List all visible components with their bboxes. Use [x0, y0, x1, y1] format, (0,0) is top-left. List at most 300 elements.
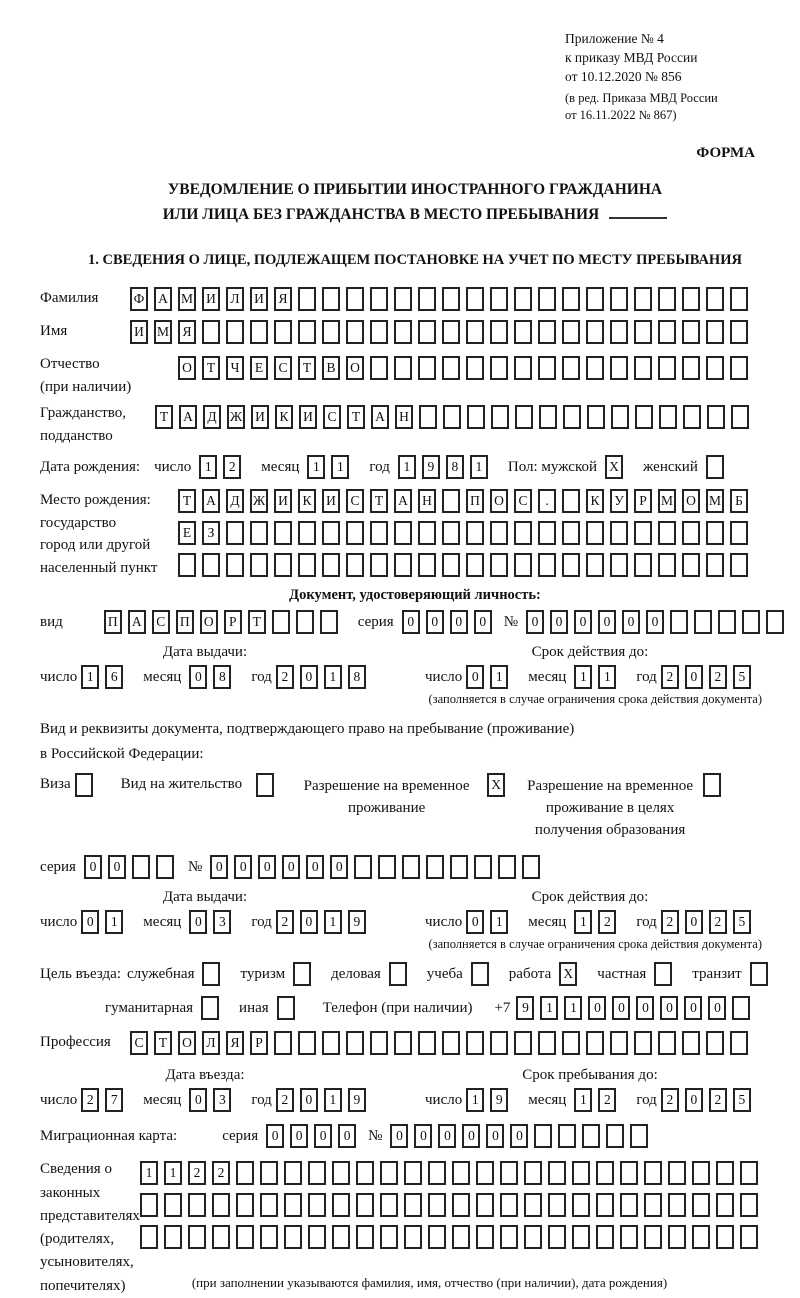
form-cell[interactable]: [75, 773, 93, 797]
form-cell[interactable]: 0: [390, 1124, 408, 1148]
form-cell[interactable]: [610, 1031, 628, 1055]
form-cell[interactable]: [716, 1161, 734, 1185]
form-cell[interactable]: 1: [398, 455, 416, 479]
form-cell[interactable]: [322, 521, 340, 545]
form-cell[interactable]: Е: [178, 521, 196, 545]
form-cell[interactable]: [682, 287, 700, 311]
form-cell[interactable]: 2: [661, 910, 679, 934]
form-cell[interactable]: [380, 1161, 398, 1185]
form-cell[interactable]: [694, 610, 712, 634]
form-cell[interactable]: [610, 521, 628, 545]
form-cell[interactable]: [658, 553, 676, 577]
form-cell[interactable]: 1: [81, 665, 99, 689]
form-cell[interactable]: 1: [331, 455, 349, 479]
form-cell[interactable]: 0: [414, 1124, 432, 1148]
form-cell[interactable]: [538, 320, 556, 344]
form-cell[interactable]: [452, 1161, 470, 1185]
form-cell[interactable]: [634, 1031, 652, 1055]
form-cell[interactable]: 0: [466, 910, 484, 934]
form-cell[interactable]: 5: [733, 1088, 751, 1112]
form-cell[interactable]: [731, 405, 749, 429]
form-cell[interactable]: [658, 521, 676, 545]
form-cell[interactable]: [658, 356, 676, 380]
form-cell[interactable]: [378, 855, 396, 879]
form-cell[interactable]: [644, 1193, 662, 1217]
form-cell[interactable]: 1: [466, 1088, 484, 1112]
form-cell[interactable]: 2: [276, 910, 294, 934]
form-cell[interactable]: [426, 855, 444, 879]
form-cell[interactable]: 0: [314, 1124, 332, 1148]
form-cell[interactable]: О: [346, 356, 364, 380]
form-cell[interactable]: [610, 320, 628, 344]
form-cell[interactable]: [452, 1193, 470, 1217]
form-cell[interactable]: [740, 1161, 758, 1185]
form-cell[interactable]: [558, 1124, 576, 1148]
form-cell[interactable]: [298, 320, 316, 344]
form-cell[interactable]: М: [178, 287, 196, 311]
form-cell[interactable]: [466, 356, 484, 380]
form-cell[interactable]: [658, 320, 676, 344]
form-cell[interactable]: [298, 521, 316, 545]
form-cell[interactable]: 1: [540, 996, 558, 1020]
form-cell[interactable]: [156, 855, 174, 879]
form-cell[interactable]: [236, 1161, 254, 1185]
form-cell[interactable]: [634, 521, 652, 545]
form-cell[interactable]: [418, 320, 436, 344]
form-cell[interactable]: 0: [622, 610, 640, 634]
form-cell[interactable]: [202, 553, 220, 577]
form-cell[interactable]: [418, 287, 436, 311]
form-cell[interactable]: [490, 287, 508, 311]
form-cell[interactable]: [563, 405, 581, 429]
form-cell[interactable]: [250, 553, 268, 577]
form-cell[interactable]: 1: [324, 910, 342, 934]
form-cell[interactable]: [274, 553, 292, 577]
form-cell[interactable]: [272, 610, 290, 634]
form-cell[interactable]: О: [178, 1031, 196, 1055]
form-cell[interactable]: 9: [490, 1088, 508, 1112]
form-cell[interactable]: [188, 1193, 206, 1217]
form-cell[interactable]: А: [154, 287, 172, 311]
form-cell[interactable]: [226, 521, 244, 545]
form-cell[interactable]: С: [514, 489, 532, 513]
form-cell[interactable]: 0: [300, 665, 318, 689]
form-cell[interactable]: Ч: [226, 356, 244, 380]
form-cell[interactable]: Д: [203, 405, 221, 429]
form-cell[interactable]: 1: [199, 455, 217, 479]
form-cell[interactable]: Р: [634, 489, 652, 513]
form-cell[interactable]: [370, 553, 388, 577]
form-cell[interactable]: 0: [588, 996, 606, 1020]
form-cell[interactable]: [730, 356, 748, 380]
form-cell[interactable]: 0: [189, 665, 207, 689]
form-cell[interactable]: [538, 287, 556, 311]
form-cell[interactable]: И: [322, 489, 340, 513]
form-cell[interactable]: [706, 287, 724, 311]
form-cell[interactable]: [500, 1225, 518, 1249]
form-cell[interactable]: [587, 405, 605, 429]
form-cell[interactable]: [514, 320, 532, 344]
form-cell[interactable]: [428, 1225, 446, 1249]
form-cell[interactable]: Б: [730, 489, 748, 513]
form-cell[interactable]: [322, 1031, 340, 1055]
form-cell[interactable]: [514, 356, 532, 380]
form-cell[interactable]: [490, 1031, 508, 1055]
form-cell[interactable]: [298, 287, 316, 311]
form-cell[interactable]: [394, 287, 412, 311]
form-cell[interactable]: [610, 356, 628, 380]
form-cell[interactable]: А: [202, 489, 220, 513]
form-cell[interactable]: X: [487, 773, 505, 797]
form-cell[interactable]: [256, 773, 274, 797]
form-cell[interactable]: И: [202, 287, 220, 311]
form-cell[interactable]: 3: [213, 1088, 231, 1112]
form-cell[interactable]: [202, 962, 220, 986]
form-cell[interactable]: [562, 287, 580, 311]
form-cell[interactable]: [346, 1031, 364, 1055]
form-cell[interactable]: [538, 1031, 556, 1055]
form-cell[interactable]: [670, 610, 688, 634]
form-cell[interactable]: [346, 553, 364, 577]
form-cell[interactable]: [394, 1031, 412, 1055]
form-cell[interactable]: В: [322, 356, 340, 380]
form-cell[interactable]: [370, 356, 388, 380]
form-cell[interactable]: К: [275, 405, 293, 429]
form-cell[interactable]: [692, 1225, 710, 1249]
form-cell[interactable]: [490, 320, 508, 344]
form-cell[interactable]: [668, 1225, 686, 1249]
form-cell[interactable]: С: [323, 405, 341, 429]
form-cell[interactable]: [596, 1161, 614, 1185]
form-cell[interactable]: [659, 405, 677, 429]
form-cell[interactable]: Т: [370, 489, 388, 513]
form-cell[interactable]: [682, 553, 700, 577]
form-cell[interactable]: [308, 1161, 326, 1185]
form-cell[interactable]: [750, 962, 768, 986]
form-cell[interactable]: 1: [307, 455, 325, 479]
form-cell[interactable]: [596, 1225, 614, 1249]
form-cell[interactable]: Н: [418, 489, 436, 513]
form-cell[interactable]: 7: [105, 1088, 123, 1112]
form-cell[interactable]: 0: [330, 855, 348, 879]
form-cell[interactable]: [140, 1193, 158, 1217]
form-cell[interactable]: 0: [612, 996, 630, 1020]
form-cell[interactable]: 0: [282, 855, 300, 879]
form-cell[interactable]: [548, 1193, 566, 1217]
form-cell[interactable]: [491, 405, 509, 429]
form-cell[interactable]: Т: [202, 356, 220, 380]
form-cell[interactable]: 0: [550, 610, 568, 634]
form-cell[interactable]: [634, 320, 652, 344]
form-cell[interactable]: Е: [250, 356, 268, 380]
form-cell[interactable]: [514, 1031, 532, 1055]
form-cell[interactable]: 0: [300, 1088, 318, 1112]
form-cell[interactable]: 0: [685, 665, 703, 689]
form-cell[interactable]: 2: [661, 1088, 679, 1112]
form-cell[interactable]: 0: [189, 910, 207, 934]
form-cell[interactable]: [332, 1161, 350, 1185]
form-cell[interactable]: [490, 553, 508, 577]
form-cell[interactable]: [524, 1193, 542, 1217]
form-cell[interactable]: [718, 610, 736, 634]
form-cell[interactable]: Я: [178, 320, 196, 344]
form-cell[interactable]: 1: [164, 1161, 182, 1185]
form-cell[interactable]: [730, 521, 748, 545]
form-cell[interactable]: 1: [490, 910, 508, 934]
form-cell[interactable]: [538, 356, 556, 380]
form-cell[interactable]: [140, 1225, 158, 1249]
form-cell[interactable]: П: [104, 610, 122, 634]
form-cell[interactable]: [332, 1225, 350, 1249]
form-cell[interactable]: С: [152, 610, 170, 634]
form-cell[interactable]: [634, 553, 652, 577]
form-cell[interactable]: 9: [348, 1088, 366, 1112]
form-cell[interactable]: [498, 855, 516, 879]
form-cell[interactable]: [732, 996, 750, 1020]
form-cell[interactable]: [644, 1225, 662, 1249]
form-cell[interactable]: 0: [338, 1124, 356, 1148]
form-cell[interactable]: 1: [574, 1088, 592, 1112]
form-cell[interactable]: [201, 996, 219, 1020]
form-cell[interactable]: [418, 1031, 436, 1055]
form-cell[interactable]: 1: [140, 1161, 158, 1185]
form-cell[interactable]: [474, 855, 492, 879]
form-cell[interactable]: [534, 1124, 552, 1148]
form-cell[interactable]: [442, 287, 460, 311]
form-cell[interactable]: [380, 1225, 398, 1249]
form-cell[interactable]: И: [251, 405, 269, 429]
form-cell[interactable]: [514, 553, 532, 577]
form-cell[interactable]: [548, 1161, 566, 1185]
form-cell[interactable]: [572, 1161, 590, 1185]
form-cell[interactable]: И: [250, 287, 268, 311]
form-cell[interactable]: 0: [266, 1124, 284, 1148]
form-cell[interactable]: 2: [223, 455, 241, 479]
form-cell[interactable]: [260, 1161, 278, 1185]
form-cell[interactable]: 2: [81, 1088, 99, 1112]
form-cell[interactable]: С: [130, 1031, 148, 1055]
form-cell[interactable]: Р: [250, 1031, 268, 1055]
form-cell[interactable]: [467, 405, 485, 429]
form-cell[interactable]: [250, 521, 268, 545]
form-cell[interactable]: [354, 855, 372, 879]
form-cell[interactable]: [466, 287, 484, 311]
form-cell[interactable]: [250, 320, 268, 344]
form-cell[interactable]: 0: [510, 1124, 528, 1148]
form-cell[interactable]: [740, 1225, 758, 1249]
form-cell[interactable]: [346, 320, 364, 344]
form-cell[interactable]: [471, 962, 489, 986]
form-cell[interactable]: X: [605, 455, 623, 479]
form-cell[interactable]: [539, 405, 557, 429]
form-cell[interactable]: 8: [348, 665, 366, 689]
form-cell[interactable]: [370, 521, 388, 545]
form-cell[interactable]: [402, 855, 420, 879]
form-cell[interactable]: [404, 1161, 422, 1185]
form-cell[interactable]: Т: [248, 610, 266, 634]
form-cell[interactable]: 2: [212, 1161, 230, 1185]
form-cell[interactable]: Т: [154, 1031, 172, 1055]
form-cell[interactable]: [654, 962, 672, 986]
form-cell[interactable]: С: [274, 356, 292, 380]
form-cell[interactable]: [730, 553, 748, 577]
form-cell[interactable]: [586, 320, 604, 344]
form-cell[interactable]: [692, 1193, 710, 1217]
form-cell[interactable]: [706, 356, 724, 380]
form-cell[interactable]: [394, 553, 412, 577]
form-cell[interactable]: Т: [347, 405, 365, 429]
form-cell[interactable]: [514, 521, 532, 545]
form-cell[interactable]: 2: [709, 665, 727, 689]
form-cell[interactable]: [212, 1193, 230, 1217]
form-cell[interactable]: Т: [298, 356, 316, 380]
form-cell[interactable]: [682, 521, 700, 545]
form-cell[interactable]: 0: [474, 610, 492, 634]
form-cell[interactable]: Ж: [227, 405, 245, 429]
form-cell[interactable]: М: [706, 489, 724, 513]
form-cell[interactable]: [298, 553, 316, 577]
form-cell[interactable]: 2: [276, 665, 294, 689]
form-cell[interactable]: Д: [226, 489, 244, 513]
form-cell[interactable]: 9: [348, 910, 366, 934]
form-cell[interactable]: [634, 356, 652, 380]
form-cell[interactable]: [620, 1193, 638, 1217]
form-cell[interactable]: 1: [324, 1088, 342, 1112]
form-cell[interactable]: [308, 1193, 326, 1217]
form-cell[interactable]: [132, 855, 150, 879]
form-cell[interactable]: [466, 1031, 484, 1055]
form-cell[interactable]: [284, 1193, 302, 1217]
form-cell[interactable]: [442, 356, 460, 380]
form-cell[interactable]: [500, 1193, 518, 1217]
form-cell[interactable]: Л: [202, 1031, 220, 1055]
form-cell[interactable]: [522, 855, 540, 879]
form-cell[interactable]: [562, 553, 580, 577]
form-cell[interactable]: [418, 521, 436, 545]
form-cell[interactable]: 2: [598, 910, 616, 934]
form-cell[interactable]: 9: [516, 996, 534, 1020]
form-cell[interactable]: [442, 1031, 460, 1055]
form-cell[interactable]: [284, 1161, 302, 1185]
form-cell[interactable]: [490, 356, 508, 380]
form-cell[interactable]: [610, 287, 628, 311]
form-cell[interactable]: [562, 1031, 580, 1055]
form-cell[interactable]: 0: [462, 1124, 480, 1148]
form-cell[interactable]: [418, 356, 436, 380]
form-cell[interactable]: 2: [661, 665, 679, 689]
form-cell[interactable]: М: [154, 320, 172, 344]
form-cell[interactable]: 1: [564, 996, 582, 1020]
form-cell[interactable]: [524, 1225, 542, 1249]
form-cell[interactable]: [682, 320, 700, 344]
form-cell[interactable]: [476, 1193, 494, 1217]
form-cell[interactable]: [202, 320, 220, 344]
form-cell[interactable]: Р: [224, 610, 242, 634]
form-cell[interactable]: [428, 1193, 446, 1217]
form-cell[interactable]: [236, 1193, 254, 1217]
form-cell[interactable]: 0: [708, 996, 726, 1020]
form-cell[interactable]: И: [274, 489, 292, 513]
form-cell[interactable]: 0: [574, 610, 592, 634]
form-cell[interactable]: А: [394, 489, 412, 513]
form-cell[interactable]: [476, 1225, 494, 1249]
form-cell[interactable]: .: [538, 489, 556, 513]
form-cell[interactable]: [682, 1031, 700, 1055]
form-cell[interactable]: [404, 1193, 422, 1217]
form-cell[interactable]: [260, 1193, 278, 1217]
form-cell[interactable]: 2: [598, 1088, 616, 1112]
form-cell[interactable]: А: [128, 610, 146, 634]
form-cell[interactable]: 1: [574, 910, 592, 934]
form-cell[interactable]: [635, 405, 653, 429]
form-cell[interactable]: [658, 1031, 676, 1055]
form-cell[interactable]: [596, 1193, 614, 1217]
form-cell[interactable]: Я: [274, 287, 292, 311]
form-cell[interactable]: З: [202, 521, 220, 545]
form-cell[interactable]: [586, 553, 604, 577]
form-cell[interactable]: [236, 1225, 254, 1249]
form-cell[interactable]: [634, 287, 652, 311]
form-cell[interactable]: [490, 521, 508, 545]
form-cell[interactable]: [443, 405, 461, 429]
form-cell[interactable]: [766, 610, 784, 634]
form-cell[interactable]: 0: [636, 996, 654, 1020]
form-cell[interactable]: 5: [733, 665, 751, 689]
form-cell[interactable]: [226, 553, 244, 577]
form-cell[interactable]: О: [682, 489, 700, 513]
form-cell[interactable]: [611, 405, 629, 429]
form-cell[interactable]: 0: [258, 855, 276, 879]
form-cell[interactable]: П: [176, 610, 194, 634]
form-cell[interactable]: [322, 287, 340, 311]
form-cell[interactable]: Л: [226, 287, 244, 311]
form-cell[interactable]: 1: [574, 665, 592, 689]
form-cell[interactable]: [274, 320, 292, 344]
form-cell[interactable]: П: [466, 489, 484, 513]
form-cell[interactable]: М: [658, 489, 676, 513]
form-cell[interactable]: 2: [276, 1088, 294, 1112]
form-cell[interactable]: 5: [733, 910, 751, 934]
form-cell[interactable]: [164, 1225, 182, 1249]
form-cell[interactable]: [740, 1193, 758, 1217]
form-cell[interactable]: [730, 287, 748, 311]
form-cell[interactable]: [442, 489, 460, 513]
form-cell[interactable]: [356, 1225, 374, 1249]
form-cell[interactable]: [418, 553, 436, 577]
form-cell[interactable]: У: [610, 489, 628, 513]
form-cell[interactable]: Т: [155, 405, 173, 429]
form-cell[interactable]: [298, 1031, 316, 1055]
form-cell[interactable]: [548, 1225, 566, 1249]
form-cell[interactable]: [562, 489, 580, 513]
form-cell[interactable]: 0: [402, 610, 420, 634]
form-cell[interactable]: С: [346, 489, 364, 513]
form-cell[interactable]: 0: [660, 996, 678, 1020]
form-cell[interactable]: [706, 320, 724, 344]
form-cell[interactable]: 0: [108, 855, 126, 879]
form-cell[interactable]: [370, 287, 388, 311]
form-cell[interactable]: [394, 521, 412, 545]
form-cell[interactable]: [419, 405, 437, 429]
form-cell[interactable]: 0: [426, 610, 444, 634]
form-cell[interactable]: [610, 553, 628, 577]
form-cell[interactable]: О: [490, 489, 508, 513]
form-cell[interactable]: [706, 521, 724, 545]
form-cell[interactable]: Н: [395, 405, 413, 429]
form-cell[interactable]: [730, 320, 748, 344]
form-cell[interactable]: [514, 287, 532, 311]
form-cell[interactable]: [466, 521, 484, 545]
